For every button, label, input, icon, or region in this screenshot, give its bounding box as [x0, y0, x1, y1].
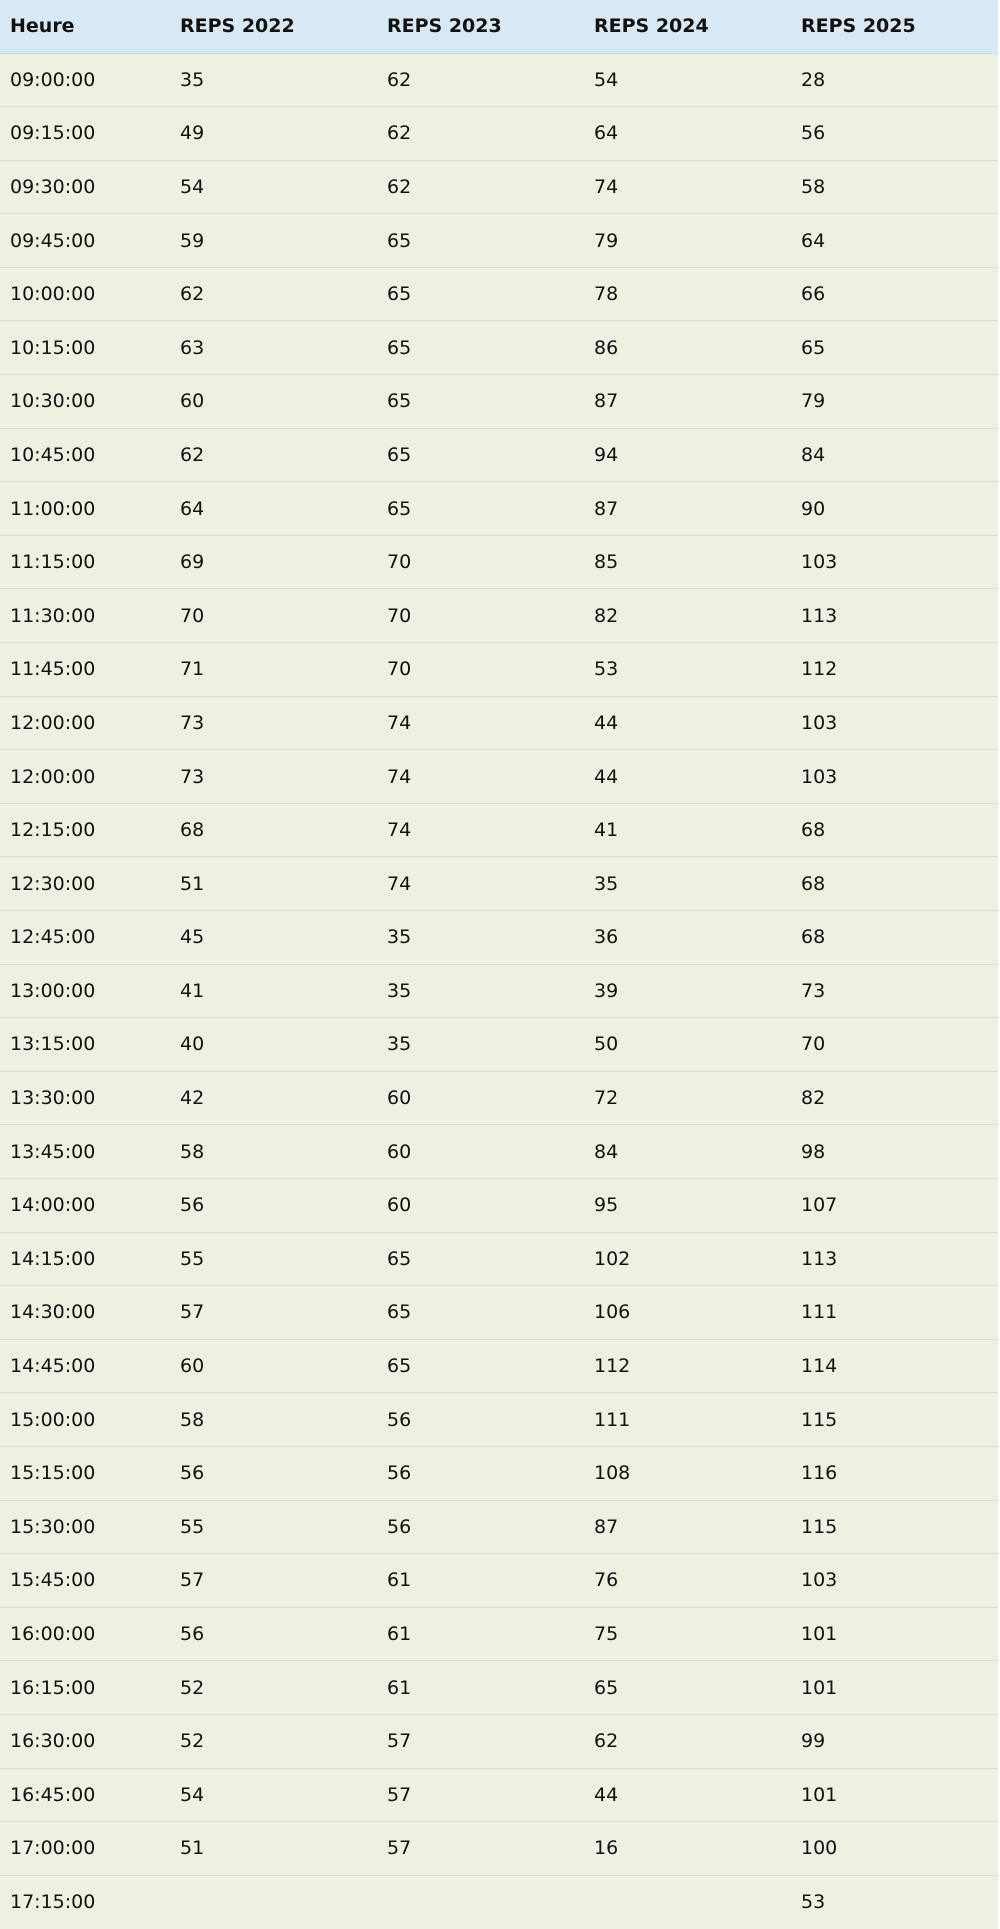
cell-heure: 16:30:00 [0, 1714, 170, 1768]
cell-reps-2025: 114 [791, 1339, 998, 1393]
cell-reps-2024: 41 [584, 803, 791, 857]
cell-reps-2022: 42 [170, 1071, 377, 1125]
cell-reps-2022: 56 [170, 1178, 377, 1232]
cell-reps-2024: 84 [584, 1125, 791, 1179]
header-row [0, 0, 998, 53]
cell-reps-2022: 56 [170, 1446, 377, 1500]
table-row [0, 911, 998, 965]
cell-reps-2025: 101 [791, 1607, 998, 1661]
cell-reps-2024: 108 [584, 1446, 791, 1500]
column-header-reps-2024[interactable]: REPS 2024 [584, 0, 791, 53]
cell-reps-2024: 78 [584, 267, 791, 321]
cell-reps-2024: 76 [584, 1554, 791, 1608]
cell-reps-2023: 56 [377, 1393, 584, 1447]
table-row [0, 160, 998, 214]
cell-reps-2022: 40 [170, 1018, 377, 1072]
table-row [0, 1018, 998, 1072]
table-row [0, 375, 998, 429]
table-row [0, 1178, 998, 1232]
cell-heure: 17:15:00 [10, 1891, 96, 1914]
cell-heure: 11:30:00 [0, 589, 170, 643]
cell-reps-2024: 87 [584, 1500, 791, 1554]
cell-reps-2023: 74 [377, 750, 584, 804]
cell-reps-2022: 49 [170, 107, 377, 161]
cell-heure: 14:00:00 [0, 1178, 170, 1232]
column-header-heure[interactable]: Heure [0, 0, 170, 53]
table-row [0, 643, 998, 697]
cell-reps-2025: 113 [791, 589, 998, 643]
cell-reps-2022: 41 [170, 964, 377, 1018]
cell-reps-2023: 57 [377, 1768, 584, 1822]
cell-heure: 15:00:00 [0, 1393, 170, 1447]
cell-reps-2025: 101 [791, 1768, 998, 1822]
cell-heure: 13:30:00 [0, 1071, 170, 1125]
cell-heure: 16:00:00 [0, 1607, 170, 1661]
cell-reps-2023: 60 [377, 1125, 584, 1179]
cell-heure: 10:00:00 [0, 267, 170, 321]
cell-reps-2024: 75 [584, 1607, 791, 1661]
cell-reps-2025: 84 [791, 428, 998, 482]
cell-reps-2023: 65 [377, 321, 584, 375]
cell-reps-2023: 61 [377, 1661, 584, 1715]
cell-reps-2025: 103 [791, 1554, 998, 1608]
cell-heure: 11:45:00 [0, 643, 170, 697]
cell-reps-2025: 107 [791, 1178, 998, 1232]
cell-reps-2023: 57 [377, 1714, 584, 1768]
table-row [0, 1071, 998, 1125]
column-header-reps-2022[interactable]: REPS 2022 [170, 0, 377, 53]
cell-reps-2023: 70 [377, 589, 584, 643]
cell-reps-2024: 94 [584, 428, 791, 482]
cell-heure: 12:30:00 [0, 857, 170, 911]
cell-reps-2022: 69 [170, 535, 377, 589]
cell-reps-2023: 65 [377, 375, 584, 429]
cell-reps-2024: 16 [584, 1822, 791, 1876]
cell-reps-2023: 70 [377, 535, 584, 589]
table-row [0, 53, 998, 107]
cell-reps-2023: 65 [377, 1232, 584, 1286]
cell-reps-2022: 73 [170, 696, 377, 750]
cell-reps-2025: 103 [791, 696, 998, 750]
cell-reps-2025: 99 [791, 1714, 998, 1768]
table-row [0, 696, 998, 750]
cell-heure: 09:30:00 [0, 160, 170, 214]
cell-reps-2022: 56 [170, 1607, 377, 1661]
cell-reps-2025: 56 [791, 107, 998, 161]
cell-reps-2024: 85 [584, 535, 791, 589]
cell-reps-2024: 62 [584, 1714, 791, 1768]
cell-reps-2024: 82 [584, 589, 791, 643]
table-row [0, 1500, 998, 1554]
cell-reps-2025: 113 [791, 1232, 998, 1286]
cell-reps-2025: 53 [801, 1891, 826, 1914]
column-header-reps-2023[interactable]: REPS 2023 [377, 0, 584, 53]
cell-reps-2023: 65 [377, 1286, 584, 1340]
table-row [0, 1286, 998, 1340]
cell-reps-2025: 116 [791, 1446, 998, 1500]
cell-reps-2024: 87 [584, 482, 791, 536]
table-row [0, 1714, 998, 1768]
table-body [0, 53, 998, 1929]
cell-reps-2024: 111 [584, 1393, 791, 1447]
table-header [0, 0, 998, 53]
cell-reps-2024: 86 [584, 321, 791, 375]
cell-reps-2022: 71 [170, 643, 377, 697]
cell-reps-2022: 58 [170, 1393, 377, 1447]
cell-reps-2023: 65 [377, 428, 584, 482]
cell-reps-2022: 63 [170, 321, 377, 375]
cell-heure: 12:00:00 [0, 696, 170, 750]
cell-reps-2025: 103 [791, 750, 998, 804]
table-row [0, 321, 998, 375]
cell-reps-2022: 58 [170, 1125, 377, 1179]
table-row [0, 428, 998, 482]
cell-reps-2022: 60 [170, 375, 377, 429]
cell-reps-2023: 57 [377, 1822, 584, 1876]
cell-reps-2024: 64 [584, 107, 791, 161]
cell-reps-2024: 39 [584, 964, 791, 1018]
cell-reps-2022: 52 [170, 1714, 377, 1768]
cell-reps-2022: 57 [170, 1554, 377, 1608]
cell-reps-2023: 65 [377, 482, 584, 536]
cell-reps-2024: 50 [584, 1018, 791, 1072]
cell-reps-2025: 73 [791, 964, 998, 1018]
table-row [0, 535, 998, 589]
cell-reps-2022: 54 [170, 1768, 377, 1822]
cell-reps-2025: 70 [791, 1018, 998, 1072]
cell-reps-2024: 95 [584, 1178, 791, 1232]
cell-heure: 16:15:00 [0, 1661, 170, 1715]
cell-heure: 15:30:00 [0, 1500, 170, 1554]
cell-reps-2022: 54 [170, 160, 377, 214]
table-row [0, 267, 998, 321]
cell-reps-2022: 59 [170, 214, 377, 268]
cell-reps-2024: 102 [584, 1232, 791, 1286]
cell-heure: 10:45:00 [0, 428, 170, 482]
cell-reps-2023: 35 [377, 964, 584, 1018]
cell-reps-2025: 65 [791, 321, 998, 375]
cell-reps-2024 [584, 1875, 791, 1929]
cell-reps-2022: 62 [170, 428, 377, 482]
cell-reps-2023: 56 [377, 1446, 584, 1500]
cell-heure: 10:30:00 [0, 375, 170, 429]
cell-heure: 13:45:00 [0, 1125, 170, 1179]
cell-reps-2024: 36 [584, 911, 791, 965]
table-row [0, 857, 998, 911]
cell-heure: 11:15:00 [0, 535, 170, 589]
cell-reps-2025: 64 [791, 214, 998, 268]
cell-reps-2023: 60 [377, 1178, 584, 1232]
cell-heure: 12:00:00 [0, 750, 170, 804]
cell-reps-2022: 57 [170, 1286, 377, 1340]
cell-reps-2025: 115 [791, 1393, 998, 1447]
cell-reps-2024: 35 [584, 857, 791, 911]
cell-reps-2023: 61 [377, 1607, 584, 1661]
cell-reps-2023 [377, 1875, 584, 1929]
cell-reps-2025: 58 [791, 160, 998, 214]
cell-reps-2023: 70 [377, 643, 584, 697]
cell-reps-2025: 90 [791, 482, 998, 536]
cell-reps-2024: 112 [584, 1339, 791, 1393]
table-row [0, 107, 998, 161]
cell-reps-2022: 51 [170, 1822, 377, 1876]
table-row [0, 1393, 998, 1447]
cell-reps-2023: 74 [377, 803, 584, 857]
cell-reps-2025: 111 [791, 1286, 998, 1340]
cell-reps-2023: 62 [377, 160, 584, 214]
cell-reps-2025: 28 [791, 53, 998, 107]
cell-heure: 10:15:00 [0, 321, 170, 375]
cell-heure: 17:00:00 [0, 1822, 170, 1876]
cell-reps-2023: 65 [377, 267, 584, 321]
cell-reps-2022: 45 [170, 911, 377, 965]
cell-heure: 13:00:00 [0, 964, 170, 1018]
cell-heure: 14:45:00 [0, 1339, 170, 1393]
table-row [0, 1607, 998, 1661]
table-row [0, 482, 998, 536]
cell-reps-2023: 61 [377, 1554, 584, 1608]
cell-reps-2023: 65 [377, 1339, 584, 1393]
cell-reps-2025: 98 [791, 1125, 998, 1179]
cell-heure: 12:15:00 [0, 803, 170, 857]
cell-reps-2025: 101 [791, 1661, 998, 1715]
cell-heure: 14:15:00 [0, 1232, 170, 1286]
cell-reps-2025: 66 [791, 267, 998, 321]
cell-reps-2024: 74 [584, 160, 791, 214]
cell-heure: 13:15:00 [0, 1018, 170, 1072]
cell-reps-2025: 103 [791, 535, 998, 589]
cell-reps-2022: 73 [170, 750, 377, 804]
table-row [0, 1125, 998, 1179]
cell-reps-2022: 55 [170, 1232, 377, 1286]
cell-heure: 16:45:00 [0, 1768, 170, 1822]
cell-reps-2023: 35 [377, 1018, 584, 1072]
cell-heure: 09:45:00 [0, 214, 170, 268]
cell-reps-2024: 44 [584, 750, 791, 804]
cell-reps-2022: 68 [170, 803, 377, 857]
cell-reps-2024: 87 [584, 375, 791, 429]
table-row [0, 1446, 998, 1500]
cell-heure: 15:15:00 [0, 1446, 170, 1500]
cell-reps-2022 [170, 1875, 377, 1929]
cell-reps-2024: 53 [584, 643, 791, 697]
cell-heure: 14:30:00 [0, 1286, 170, 1340]
cell-heure: 15:45:00 [0, 1554, 170, 1608]
cell-reps-2023: 35 [377, 911, 584, 965]
table-row [0, 750, 998, 804]
cell-reps-2022: 55 [170, 1500, 377, 1554]
cell-reps-2022: 62 [170, 267, 377, 321]
cell-reps-2023: 56 [377, 1500, 584, 1554]
cell-reps-2024: 72 [584, 1071, 791, 1125]
table-row [0, 1661, 998, 1715]
cell-reps-2025: 68 [791, 857, 998, 911]
table-row [0, 1554, 998, 1608]
table-row [0, 214, 998, 268]
cell-heure: 11:00:00 [0, 482, 170, 536]
cell-reps-2022: 52 [170, 1661, 377, 1715]
cell-reps-2022: 60 [170, 1339, 377, 1393]
cell-reps-2023: 74 [377, 696, 584, 750]
cell-reps-2024: 44 [584, 1768, 791, 1822]
cell-reps-2025: 112 [791, 643, 998, 697]
cell-reps-2023: 60 [377, 1071, 584, 1125]
cell-reps-2022: 35 [170, 53, 377, 107]
table-row [0, 964, 998, 1018]
cell-reps-2023: 65 [377, 214, 584, 268]
cell-reps-2025: 68 [791, 911, 998, 965]
cell-reps-2025: 115 [791, 1500, 998, 1554]
table-row [0, 1822, 998, 1876]
cell-reps-2022: 70 [170, 589, 377, 643]
cell-reps-2024: 44 [584, 696, 791, 750]
cell-reps-2022: 51 [170, 857, 377, 911]
table-row [0, 1339, 998, 1393]
cell-reps-2025: 100 [791, 1822, 998, 1876]
table-row [0, 589, 998, 643]
cell-reps-2023: 62 [377, 53, 584, 107]
cell-reps-2024: 106 [584, 1286, 791, 1340]
cell-reps-2025: 79 [791, 375, 998, 429]
table-row [0, 1768, 998, 1822]
cell-reps-2023: 62 [377, 107, 584, 161]
cell-reps-2024: 65 [584, 1661, 791, 1715]
cell-reps-2022: 64 [170, 482, 377, 536]
table-row [0, 1232, 998, 1286]
cell-reps-2024: 54 [584, 53, 791, 107]
cell-reps-2024: 79 [584, 214, 791, 268]
cell-reps-2023: 74 [377, 857, 584, 911]
table-row [0, 803, 998, 857]
column-header-reps-2025[interactable]: REPS 2025 [791, 0, 998, 53]
table-row [0, 1875, 998, 1929]
cell-reps-2025: 68 [791, 803, 998, 857]
cell-reps-2025: 82 [791, 1071, 998, 1125]
cell-heure: 09:15:00 [0, 107, 170, 161]
cell-heure: 12:45:00 [0, 911, 170, 965]
cell-heure: 09:00:00 [0, 53, 170, 107]
